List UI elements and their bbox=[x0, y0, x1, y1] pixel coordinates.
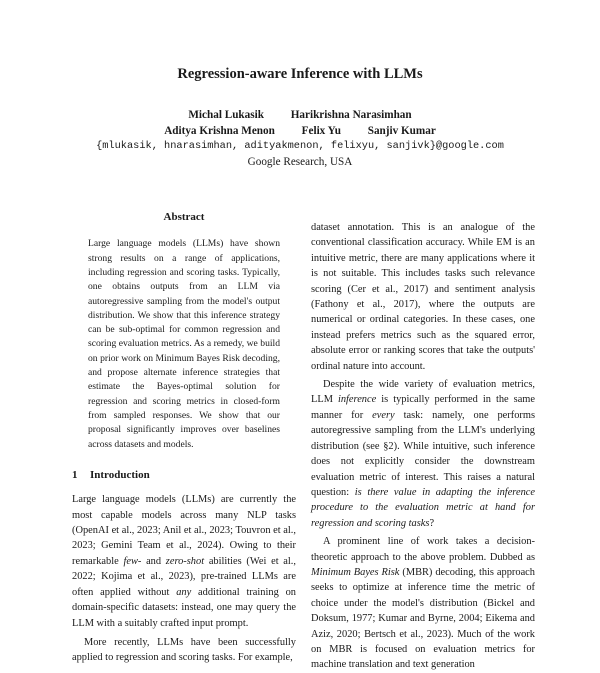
abstract-text: Large language models (LLMs) have shown strong results on a range of applications, including regression and scoring tasks. Typically, one obtains outputs from an LLM via autoregressive sampling from the model's output distribution. We show that this inference strategy can be sub-optimal for common regression and scoring evaluation metrics. As a remedy, we build on prior work on Minimum Bayes Risk decoding, and propose alternate inference strategies that estimate the Bayes-optimal solution for regression and scoring metrics in closed-form from sampled responses. We show that our proposal significantly improves over baselines across datasets and models. bbox=[88, 238, 280, 450]
text-run: A prominent line of work takes a decision-theoretic approach to the above problem. Dubbed as bbox=[311, 536, 535, 563]
italic-text: every bbox=[372, 409, 395, 421]
text-run: Despite the wide variety of evaluation metrics, LLM bbox=[311, 379, 535, 406]
section-heading bbox=[72, 468, 296, 483]
right-paragraph-3 bbox=[311, 534, 535, 673]
text-run: (MBR) decoding, this approach seeks to optimize at inference time the metric of choice under the model's distribution (Bickel and Doksum, 1977; Kumar and Byrne, 2004; Eikema and Aziz, 2020; Bertsch et al., 2023). Much of the work on MBR is focused on evaluation metrics for machine translation and text generation bbox=[311, 566, 535, 671]
italic-text: any bbox=[176, 586, 192, 598]
author-name: Sanjiv Kumar bbox=[367, 124, 436, 137]
right-column bbox=[311, 220, 535, 673]
italic-text: few- bbox=[123, 555, 142, 567]
author-name: Aditya Krishna Menon bbox=[164, 124, 275, 137]
italic-text: inference bbox=[337, 394, 377, 406]
text-run: additional training on domain-specific datasets: instead, one may query the LLM with a suitably crafted input prompt. bbox=[72, 586, 296, 629]
author-row-2 bbox=[0, 124, 600, 140]
intro-paragraph-1 bbox=[72, 492, 296, 631]
italic-text: is there value in adapting the inference procedure to the evaluation metric at hand for regression and scoring tasks bbox=[311, 486, 535, 529]
text-run: Large language models (LLMs) are currently the most capable models across many NLP tasks (OpenAI et al., 2023; Anil et al., 2023; Touvron et al., 2023; Gemini Team et al., 2024). Owing to their remarkable bbox=[72, 494, 296, 567]
right-paragraph-2 bbox=[311, 377, 535, 531]
text-run: and bbox=[141, 555, 166, 567]
italic-text: zero-shot bbox=[165, 555, 205, 567]
author-block bbox=[0, 108, 600, 170]
text-run: is typically performed in the same manner for bbox=[311, 394, 535, 421]
right-paragraph-1: dataset annotation. This is an analogue of the conventional classification accuracy. While EM is an intuitive metric, there are many applications where it is not suitable. This includes tasks such relevance scoring (Cer et al., 2017) and sentiment analysis (Fathony et al., 2017), where the outputs are numerical or ordinal categories. In these cases, one instead prefers metrics such as the squared error, absolute error or ranking scores that take the outputs' ordinal nature into account. bbox=[311, 222, 535, 372]
text-run: ? bbox=[429, 517, 435, 529]
author-name: Felix Yu bbox=[301, 124, 341, 137]
intro-paragraph-2: More recently, LLMs have been successfully applied to regression and scoring tasks. For example, bbox=[72, 636, 296, 664]
text-run: task: namely, one performs autoregressive sampling from the LLM's underlying distribution (see §2). While intuitive, such inference does not explicitly consider the downstream evaluation metric of interest. This raises a natural question: bbox=[311, 409, 535, 498]
text-run: abilities (Wei et al., 2022; Kojima et al., 2023), pre-trained LLMs are often applied without bbox=[72, 555, 296, 598]
author-emails: {mlukasik, hnarasimhan, adityakmenon, felixyu, sanjivk}@google.com bbox=[96, 140, 504, 152]
left-column bbox=[72, 210, 296, 666]
author-affiliation: Google Research, USA bbox=[247, 155, 353, 168]
author-name: Harikrishna Narasimhan bbox=[290, 109, 412, 121]
italic-text: Minimum Bayes Risk bbox=[311, 566, 400, 578]
author-name: Michal Lukasik bbox=[188, 109, 264, 121]
section-title: Introduction bbox=[90, 468, 150, 481]
abstract-heading: Abstract bbox=[163, 211, 205, 223]
paper-title: Regression-aware Inference with LLMs bbox=[177, 66, 423, 82]
section-number: 1 bbox=[72, 468, 78, 481]
author-row-1 bbox=[0, 108, 600, 124]
